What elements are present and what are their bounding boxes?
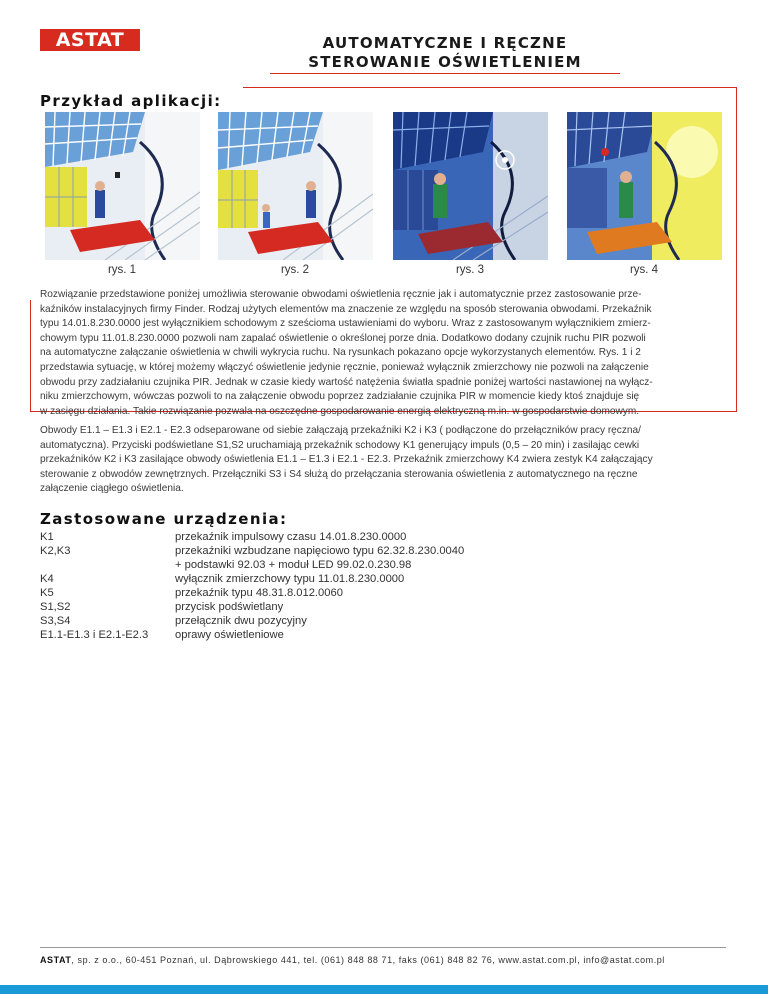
device-code: E1.1-E1.3 i E2.1-E2.3 — [40, 629, 149, 641]
device-description: oprawy oświetleniowe — [175, 629, 284, 641]
footer-rule — [40, 947, 726, 948]
description-line: przedstawia sytuację, w której możemy włączyć oświetlenie jedynie ręcznie, ponieważ wyłącznik zmierzchowy nie pozwoli na załączenie — [40, 361, 649, 373]
circuits-line: automatyczna). Przyciski podświetlane S1,S2 uruchamiają przekaźnik schodowy K1 generujący impuls (0,5 – 20 min) i zasilając cewki — [40, 439, 640, 451]
device-description: przekaźnik typu 48.31.8.012.0060 — [175, 587, 343, 599]
footer-company: ASTAT — [40, 955, 72, 965]
caption-1: rys. 1 — [107, 264, 137, 276]
page-title-line-2: STEROWANIE OŚWIETLENIEM — [308, 53, 582, 71]
title-underline — [270, 73, 620, 74]
application-heading: Przykład aplikacji: — [40, 92, 222, 110]
illustration-1 — [45, 112, 200, 260]
section-frame-top — [243, 87, 737, 88]
device-description: przełącznik dwu pozycyjny — [175, 615, 307, 627]
circuits-paragraph — [40, 424, 730, 497]
astat-logo: ASTAT — [40, 29, 140, 51]
section-frame-left — [30, 300, 31, 412]
description-line: typu 14.01.8.230.0000 jest wyłącznikiem schodowym z sześcioma ustawieniami do wyboru. Wraz z zastosowanym wyłącznikiem zmierz- — [40, 318, 651, 330]
caption-3: rys. 3 — [455, 264, 485, 276]
description-line: chowym typu 11.01.8.230.0000 pozwoli nam zapalać oświetlenie o określonej porze dnia. Dodatkowo dodany czujnik ruchu PIR pozwoli — [40, 332, 646, 344]
illustration-2 — [218, 112, 373, 260]
device-description: przycisk podświetlany — [175, 601, 284, 613]
section-frame-right — [736, 87, 737, 411]
device-description: przekaźnik impulsowy czasu 14.01.8.230.0000 — [175, 531, 407, 543]
caption-4: rys. 4 — [629, 264, 659, 276]
device-code: K1 — [40, 531, 54, 543]
device-code: S3,S4 — [40, 615, 71, 627]
description-line: kaźników instalacyjnych firmy Finder. Rodzaj użytych elementów ma znaczenie ze względu na sposób sterowania obwodami. Przekaźnik — [40, 303, 652, 315]
circuits-line: przekaźników K2 i K3 zasilające obwody oświetlenia E1.1 – E1.3 i E2.1 - E2.3. Przekaźnik zmierzchowy K4 zwiera zestyk K4 załączający — [40, 454, 653, 466]
description-line: w zasięgu działania. Takie rozwiązanie pozwala na oszczędne gospodarowanie energią elektryczną m.in. w gospodarstwie domowym. — [40, 405, 640, 417]
footer-color-bar — [0, 985, 768, 994]
description-line: obwodu przy zadziałaniu czujnika PIR. Jednak w czasie kiedy wartość natężenia światła spadnie poniżej wartości nastawionej na wyłącz- — [40, 376, 653, 388]
description-line: Rozwiązanie przedstawione poniżej umożliwia sterowanie obwodami oświetlenia ręcznie jak i automatycznie przez zastosowanie prze- — [40, 289, 642, 300]
circuits-line: załączenie ciągłego oświetlenia. — [40, 483, 184, 495]
circuits-line: Obwody E1.1 – E1.3 i E2.1 - E2.3 odseparowane od siebie załączają przekaźniki K2 i K3 ( podłączone do przełączników pracy ręczna/ — [40, 425, 641, 436]
device-description: wyłącznik zmierzchowy typu 11.01.8.230.0000 — [175, 573, 405, 585]
footer-contact: , sp. z o.o., 60-451 Poznań, ul. Dąbrowskiego 441, tel. (061) 848 88 71, faks (061) 848 82 76, www.astat.com.pl, info@astat.com.pl — [71, 955, 665, 965]
page-title-line-1: AUTOMATYCZNE I RĘCZNE — [322, 34, 568, 52]
illustration-4 — [567, 112, 722, 260]
caption-2: rys. 2 — [280, 264, 310, 276]
description-line: niku zmierzchowym, wówczas pozwoli to na załączenie obwodu poprzez zadziałanie czujnika PIR w momencie kiedy ktoś znajduje się — [40, 391, 640, 403]
circuits-line: sterowanie z obwodów zewnętrznych. Przełączniki S3 i S4 służą do przełączania sterowania oświetlenia z automatycznego na ręczne — [40, 468, 638, 480]
device-code: K2,K3 — [40, 545, 71, 557]
device-description: + podstawki 92.03 + moduł LED 99.02.0.230.98 — [175, 559, 412, 571]
device-code: S1,S2 — [40, 601, 71, 613]
devices-heading: Zastosowane urządzenia: — [40, 510, 288, 528]
device-code: K5 — [40, 587, 54, 599]
device-description: przekaźniki wzbudzane napięciowo typu 62.32.8.230.0040 — [175, 545, 465, 557]
description-line: na automatyczne załączanie oświetlenia w chwili wykrycia ruchu. Na rysunkach pokazano opcje wykorzystanych elementów. Rys. 1 i 2 — [40, 347, 641, 359]
footer-address — [40, 955, 740, 965]
description-paragraph — [40, 288, 730, 419]
device-code: K4 — [40, 573, 54, 585]
illustration-3 — [393, 112, 548, 260]
